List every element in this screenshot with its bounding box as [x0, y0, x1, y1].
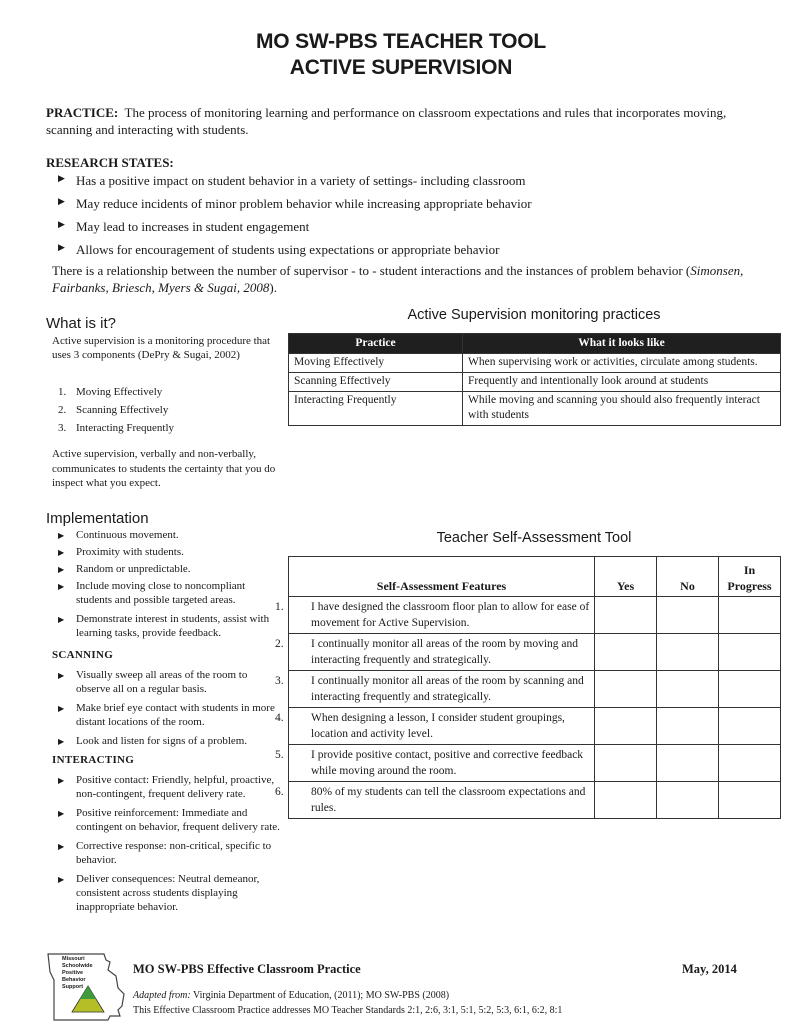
column-header: In Progress	[719, 557, 781, 597]
column-header: Yes	[595, 557, 657, 597]
citation: Simonsen, Fairbanks, Briesch, Myers & Sugai, 2008	[52, 263, 744, 295]
list-item: ▶ Random or unpredictable.	[58, 563, 191, 575]
in-progress-checkbox-cell[interactable]	[719, 671, 781, 708]
table-row	[289, 597, 781, 634]
no-checkbox-cell[interactable]	[657, 671, 719, 708]
column-header: What it looks like	[463, 334, 781, 354]
list-item: 3. Interacting Frequently	[58, 422, 175, 434]
what-is-it-heading: What is it?	[46, 315, 117, 332]
no-checkbox-cell[interactable]	[657, 597, 719, 634]
list-item: 1. Moving Effectively	[58, 386, 163, 398]
yes-checkbox-cell[interactable]	[595, 782, 657, 819]
feature-cell: 2. I continually monitor all areas of the room by moving and interacting frequently and strategically.	[289, 634, 595, 671]
list-item: ▶ Deliver consequences: Neutral demeanor, consistent across students displaying inappropriate behavior.	[58, 873, 260, 913]
no-checkbox-cell[interactable]	[657, 745, 719, 782]
no-checkbox-cell[interactable]	[657, 782, 719, 819]
yes-checkbox-cell[interactable]	[595, 708, 657, 745]
in-progress-checkbox-cell[interactable]	[719, 597, 781, 634]
list-item: ▶ Demonstrate interest in students, assist with learning tasks, provide feedback.	[58, 613, 270, 639]
doc-title-line1: MO SW-PBS TEACHER TOOL	[256, 30, 546, 53]
table-header-row	[289, 557, 781, 597]
table-row	[289, 634, 781, 671]
column-header: Self-Assessment Features	[289, 557, 595, 597]
no-checkbox-cell[interactable]	[657, 708, 719, 745]
footer-title: MO SW-PBS Effective Classroom Practice	[133, 962, 361, 976]
list-item: ▶ Look and listen for signs of a problem.	[58, 735, 248, 747]
table-header-row	[289, 334, 781, 354]
interacting-list	[52, 773, 280, 919]
list-item: 2. Scanning Effectively	[58, 404, 169, 416]
list-item: ▶ Continuous movement.	[58, 529, 179, 541]
practice-label: PRACTICE:	[46, 105, 119, 120]
relationship-statement: There is a relationship between the number of supervisor - to - student interactions and the instances of problem behavior (Simonsen, Fairbanks, Briesch, Myers & Sugai, 2008).	[52, 263, 744, 295]
adapted-from: Adapted from: Virginia Department of Education, (2011); MO SW-PBS (2008)	[133, 990, 450, 1001]
footer-date: May, 2014	[682, 962, 737, 976]
list-item: ▶ May reduce incidents of minor problem behavior while increasing appropriate behavior	[58, 196, 532, 211]
list-item: ▶ Positive contact: Friendly, helpful, proactive, non-contingent, frequent delivery rate.	[58, 774, 275, 800]
list-item: ▶ Allows for encouragement of students using expectations or appropriate behavior	[58, 242, 500, 257]
feature-cell: 4. When designing a lesson, I consider student groupings, location and activity level.	[289, 708, 595, 745]
list-item: ▶ Has a positive impact on student behavior in a variety of settings- including classroom	[58, 173, 526, 188]
monitoring-table	[288, 333, 781, 426]
list-item: ▶ Visually sweep all areas of the room to observe all on a regular basis.	[58, 669, 248, 695]
table-row	[289, 373, 781, 392]
implementation-heading: Implementation	[46, 510, 149, 527]
scanning-heading: SCANNING	[52, 649, 114, 661]
table-cell: Interacting Frequently	[289, 392, 463, 426]
column-header: Practice	[289, 334, 463, 354]
feature-cell: 3. I continually monitor all areas of the room by scanning and interacting frequently and strategically.	[289, 671, 595, 708]
table-row	[289, 671, 781, 708]
practice-definition	[46, 105, 746, 138]
no-checkbox-cell[interactable]	[657, 634, 719, 671]
table-cell: While moving and scanning you should also frequently interact with students	[463, 392, 781, 426]
in-progress-checkbox-cell[interactable]	[719, 745, 781, 782]
self-assessment-table	[275, 556, 781, 819]
feature-cell: 6. 80% of my students can tell the classroom expectations and rules.	[289, 782, 595, 819]
table-row	[289, 745, 781, 782]
list-item: ▶ Proximity with students.	[58, 546, 184, 558]
yes-checkbox-cell[interactable]	[595, 671, 657, 708]
what-is-it-intro: Active supervision is a monitoring procedure that uses 3 components (DePry & Sugai, 2002)	[52, 335, 271, 361]
table-cell: When supervising work or activities, circulate among students.	[463, 354, 781, 373]
research-label: RESEARCH STATES:	[46, 155, 174, 170]
doc-title-line2: ACTIVE SUPERVISION	[289, 56, 513, 79]
table-cell: Frequently and intentionally look around at students	[463, 373, 781, 392]
table-cell: Moving Effectively	[289, 354, 463, 373]
logo-text: Missouri Schoolwide Positive Behavior Support	[62, 956, 93, 990]
scanning-list	[52, 668, 277, 753]
what-is-it-summary: Active supervision, verbally and non-verbally, communicates to students the certainty that you do inspect what you expect.	[52, 448, 276, 489]
table-row	[289, 392, 781, 426]
list-item: ▶ Corrective response: non-critical, specific to behavior.	[58, 840, 272, 866]
list-item: ▶ Make brief eye contact with students in more distant locations of the room.	[58, 702, 275, 728]
column-header: No	[657, 557, 719, 597]
table-row	[289, 782, 781, 819]
yes-checkbox-cell[interactable]	[595, 745, 657, 782]
list-item: ▶ Positive reinforcement: Immediate and contingent on behavior, frequent delivery rate.	[58, 807, 280, 833]
table-row	[289, 708, 781, 745]
in-progress-checkbox-cell[interactable]	[719, 634, 781, 671]
implementation-list	[52, 528, 277, 645]
research-list	[52, 173, 752, 265]
table-row	[289, 354, 781, 373]
components-list	[58, 383, 174, 437]
monitoring-title: Active Supervision monitoring practices	[407, 307, 661, 323]
feature-cell: 5. I provide positive contact, positive and corrective feedback while moving around the room.	[289, 745, 595, 782]
list-item: ▶ Include moving close to noncompliant students and possible targeted areas.	[58, 580, 246, 606]
standards-note: This Effective Classroom Practice addresses MO Teacher Standards 2:1, 2:6, 3:1, 5:1, 5:2, 5:3, 6:1, 6:2, 8:1	[133, 1005, 563, 1016]
table-cell: Scanning Effectively	[289, 373, 463, 392]
in-progress-checkbox-cell[interactable]	[719, 708, 781, 745]
list-item: ▶ May lead to increases in student engagement	[58, 219, 310, 234]
practice-text: The process of monitoring learning and performance on classroom expectations and rules that incorporates moving, scanning and interacting with students.	[46, 105, 727, 137]
yes-checkbox-cell[interactable]	[595, 597, 657, 634]
self-assessment-title: Teacher Self-Assessment Tool	[436, 530, 632, 546]
yes-checkbox-cell[interactable]	[595, 634, 657, 671]
mo-swpbs-logo	[44, 950, 126, 1024]
feature-cell: 1. I have designed the classroom floor plan to allow for ease of movement for Active Supervision.	[289, 597, 595, 634]
in-progress-checkbox-cell[interactable]	[719, 782, 781, 819]
interacting-heading: INTERACTING	[52, 754, 135, 766]
